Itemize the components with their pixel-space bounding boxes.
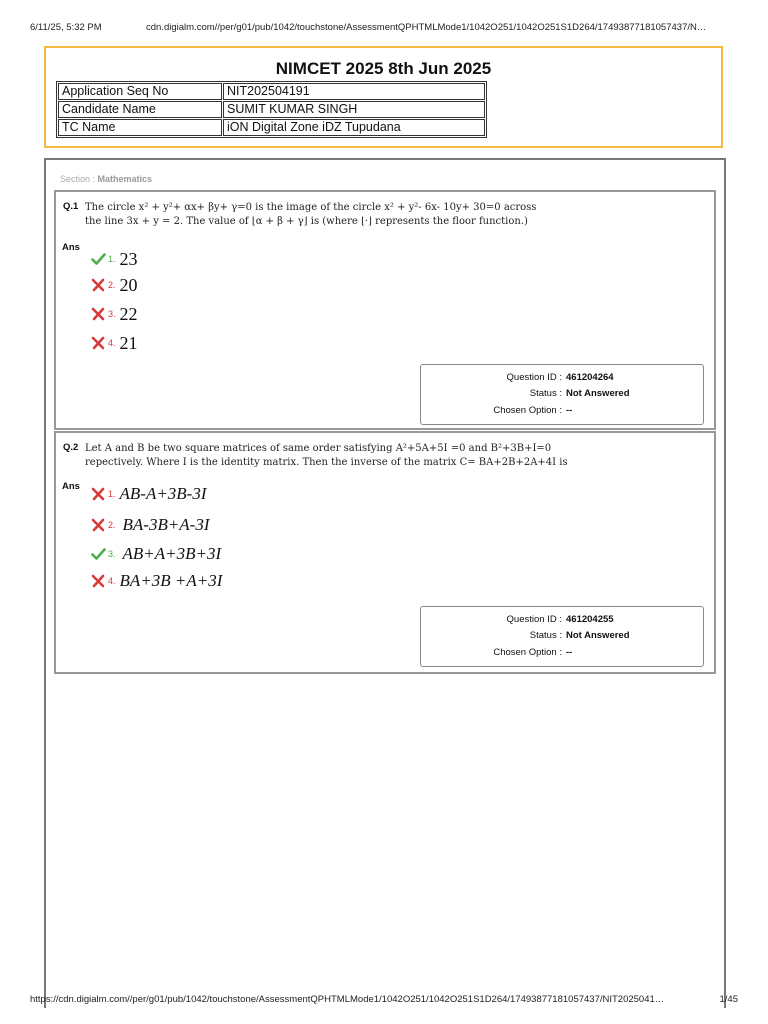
question-id-row — [421, 372, 703, 386]
question-number: Q.2 — [63, 442, 79, 453]
print-timestamp: 6/11/25, 5:32 PM — [30, 22, 102, 33]
cross-icon — [91, 518, 106, 532]
print-footer-url: https://cdn.digialm.com//per/g01/pub/1042/touchstone/AssessmentQPHTMLMode1/1042O251/1042O251S1D264/17493877181057437/NIT2025041… — [30, 994, 665, 1005]
table-row — [58, 83, 485, 100]
section-label — [60, 174, 152, 184]
option-2 — [91, 514, 210, 536]
question-id-value: 461204255 — [566, 614, 614, 625]
exam-header-box — [44, 46, 723, 148]
cross-icon — [91, 336, 106, 350]
option-value: AB+A+3B+3I — [122, 544, 222, 563]
option-2 — [91, 274, 138, 296]
option-number: 1. — [108, 489, 116, 499]
option-number: 2. — [108, 520, 116, 530]
check-icon — [91, 252, 106, 266]
option-number: 3. — [108, 309, 116, 319]
question-text-line: repectively. Where I is the identity matrix. Then the inverse of the matrix C= BA+2B+2A+4I is — [85, 457, 568, 468]
question-id-row — [421, 614, 703, 628]
chosen-option-row — [421, 405, 703, 419]
check-icon — [91, 547, 106, 561]
candidate-info-table — [56, 81, 487, 138]
option-value: AB-A+3B-3I — [119, 484, 207, 503]
option-number: 4. — [108, 338, 116, 348]
option-value: BA+3B +A+3I — [119, 571, 223, 590]
info-value: SUMIT KUMAR SINGH — [223, 101, 485, 118]
info-label: TC Name — [58, 119, 222, 136]
option-1 — [91, 248, 138, 270]
option-3 — [91, 303, 138, 325]
ans-label: Ans — [62, 481, 80, 492]
option-3 — [91, 543, 221, 565]
question-card-2 — [54, 431, 716, 674]
status-value: Not Answered — [566, 388, 630, 399]
option-value: 21 — [119, 332, 138, 353]
print-header — [30, 22, 738, 36]
table-row — [58, 101, 485, 118]
question-text-line: Let A and B be two square matrices of same order satisfying A²+5A+5I =0 and B²+3B+I=0 — [85, 443, 552, 454]
option-4 — [91, 570, 222, 592]
section-name: Mathematics — [97, 174, 153, 184]
status-value: Not Answered — [566, 630, 630, 641]
question-text — [85, 442, 685, 470]
chosen-option-value: -- — [566, 647, 573, 658]
question-meta-box — [420, 364, 704, 425]
option-value: 23 — [119, 248, 138, 269]
question-text-line: The circle x² + y²+ αx+ βy+ γ=0 is the image of the circle x² + y²- 6x- 10y+ 30=0 across — [85, 202, 537, 213]
chosen-option-row — [421, 647, 703, 661]
question-number: Q.1 — [63, 201, 79, 212]
option-4 — [91, 332, 138, 354]
status-row — [421, 630, 703, 644]
chosen-option-label: Chosen Option : — [493, 405, 562, 416]
cross-icon — [91, 487, 106, 501]
chosen-option-label: Chosen Option : — [493, 647, 562, 658]
info-label: Application Seq No — [58, 83, 222, 100]
status-row — [421, 388, 703, 402]
option-1 — [91, 483, 207, 505]
option-number: 3. — [108, 549, 116, 559]
option-number: 1. — [108, 254, 116, 264]
question-id-label: Question ID : — [506, 614, 562, 625]
cross-icon — [91, 574, 106, 588]
cross-icon — [91, 278, 106, 292]
question-text-line: the line 3x + y = 2. The value of ⌊α + β + γ⌋ is (where ⌊·⌋ represents the floor function.) — [85, 216, 528, 227]
exam-title: NIMCET 2025 8th Jun 2025 — [275, 59, 492, 78]
ans-label: Ans — [62, 242, 80, 253]
info-value: NIT202504191 — [223, 83, 485, 100]
print-footer — [30, 994, 738, 1008]
table-row — [58, 119, 485, 136]
status-label: Status : — [529, 388, 562, 399]
print-header-url: cdn.digialm.com//per/g01/pub/1042/touchstone/AssessmentQPHTMLMode1/1042O251/1042O251S1D264/17493877181057437/N… — [146, 22, 707, 33]
option-number: 4. — [108, 576, 116, 586]
page-number: 1/45 — [719, 994, 738, 1005]
status-label: Status : — [529, 630, 562, 641]
question-id-value: 461204264 — [566, 372, 614, 383]
option-value: 20 — [119, 274, 138, 295]
chosen-option-value: -- — [566, 405, 573, 416]
section-prefix: Section : — [60, 174, 98, 184]
option-value: 22 — [119, 303, 138, 324]
option-value: BA-3B+A-3I — [122, 515, 210, 534]
question-card-1 — [54, 190, 716, 430]
question-id-label: Question ID : — [506, 372, 562, 383]
info-value: iON Digital Zone iDZ Tupudana — [223, 119, 485, 136]
cross-icon — [91, 307, 106, 321]
info-label: Candidate Name — [58, 101, 222, 118]
option-number: 2. — [108, 280, 116, 290]
question-meta-box — [420, 606, 704, 667]
question-text — [85, 201, 685, 229]
